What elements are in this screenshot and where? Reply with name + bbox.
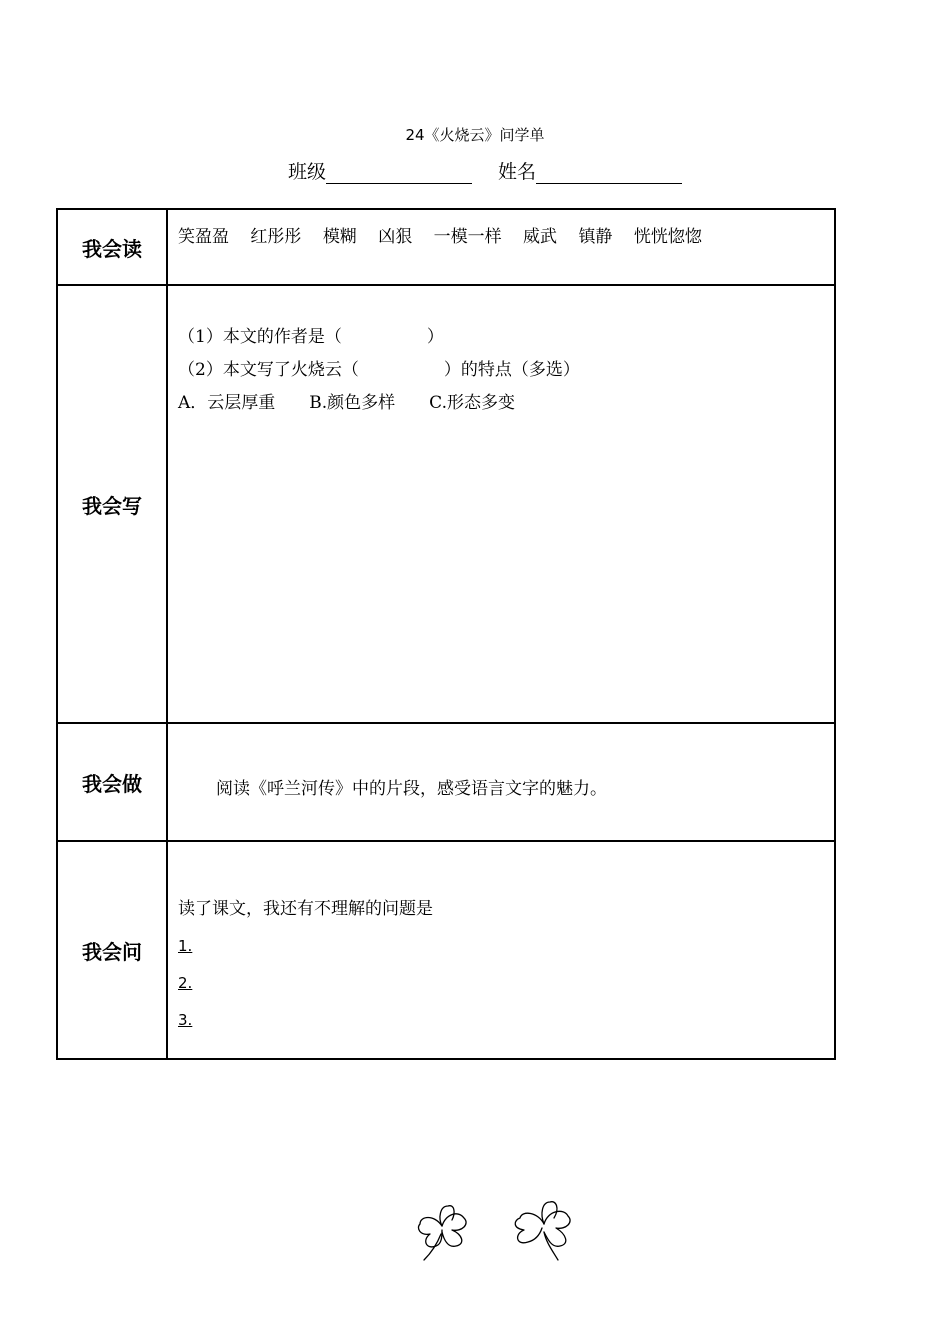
- class-blank[interactable]: [326, 161, 472, 184]
- read-word: 威武: [523, 227, 558, 247]
- worksheet-table: [56, 208, 836, 1060]
- cell-do: [167, 723, 835, 841]
- name-label: 姓名: [498, 161, 537, 183]
- ask-item-2[interactable]: 2.: [178, 974, 193, 992]
- cell-read: [167, 209, 835, 285]
- label-read: 我会读: [57, 209, 167, 285]
- label-ask: 我会问: [57, 841, 167, 1059]
- row-do: [57, 723, 835, 841]
- student-info-line: [288, 160, 708, 184]
- clover-decoration: [412, 1194, 582, 1266]
- do-instruction: 阅读《呼兰河传》中的片段，感受语言文字的魅力。: [216, 779, 607, 799]
- write-question-2: （2）本文写了火烧云（ ）的特点（多选）: [178, 360, 580, 380]
- read-word: 一模一样: [433, 227, 502, 247]
- write-options: A．云层厚重 B.颜色多样 C.形态多变: [178, 393, 515, 413]
- page-title: 24《火烧云》问学单: [405, 126, 545, 144]
- ask-item-1[interactable]: 1.: [178, 937, 193, 955]
- class-label: 班级: [288, 161, 327, 183]
- read-word: 模糊: [322, 227, 357, 247]
- label-write: 我会写: [57, 285, 167, 723]
- cell-write[interactable]: [167, 285, 835, 723]
- clover-icon: [515, 1202, 570, 1260]
- name-blank[interactable]: [536, 161, 682, 184]
- read-word: 镇静: [578, 227, 613, 247]
- label-do: 我会做: [57, 723, 167, 841]
- ask-item-3[interactable]: 3.: [178, 1011, 193, 1029]
- ask-block: [178, 896, 834, 1044]
- read-word: 凶狠: [378, 227, 413, 247]
- read-word: 笑盈盈: [178, 227, 229, 247]
- write-questions: [178, 324, 834, 423]
- read-word: 红彤彤: [250, 227, 302, 247]
- row-ask: [57, 841, 835, 1059]
- row-read: [57, 209, 835, 285]
- cell-ask[interactable]: [167, 841, 835, 1059]
- write-question-1: （1）本文的作者是（ ）: [178, 327, 444, 347]
- ask-intro: 读了课文，我还有不理解的问题是: [178, 899, 433, 919]
- clover-icon: [418, 1206, 466, 1260]
- row-write: [57, 285, 835, 723]
- read-word-list: [178, 222, 834, 247]
- read-word: 恍恍惚惚: [633, 227, 702, 247]
- clover-icon: [412, 1194, 582, 1266]
